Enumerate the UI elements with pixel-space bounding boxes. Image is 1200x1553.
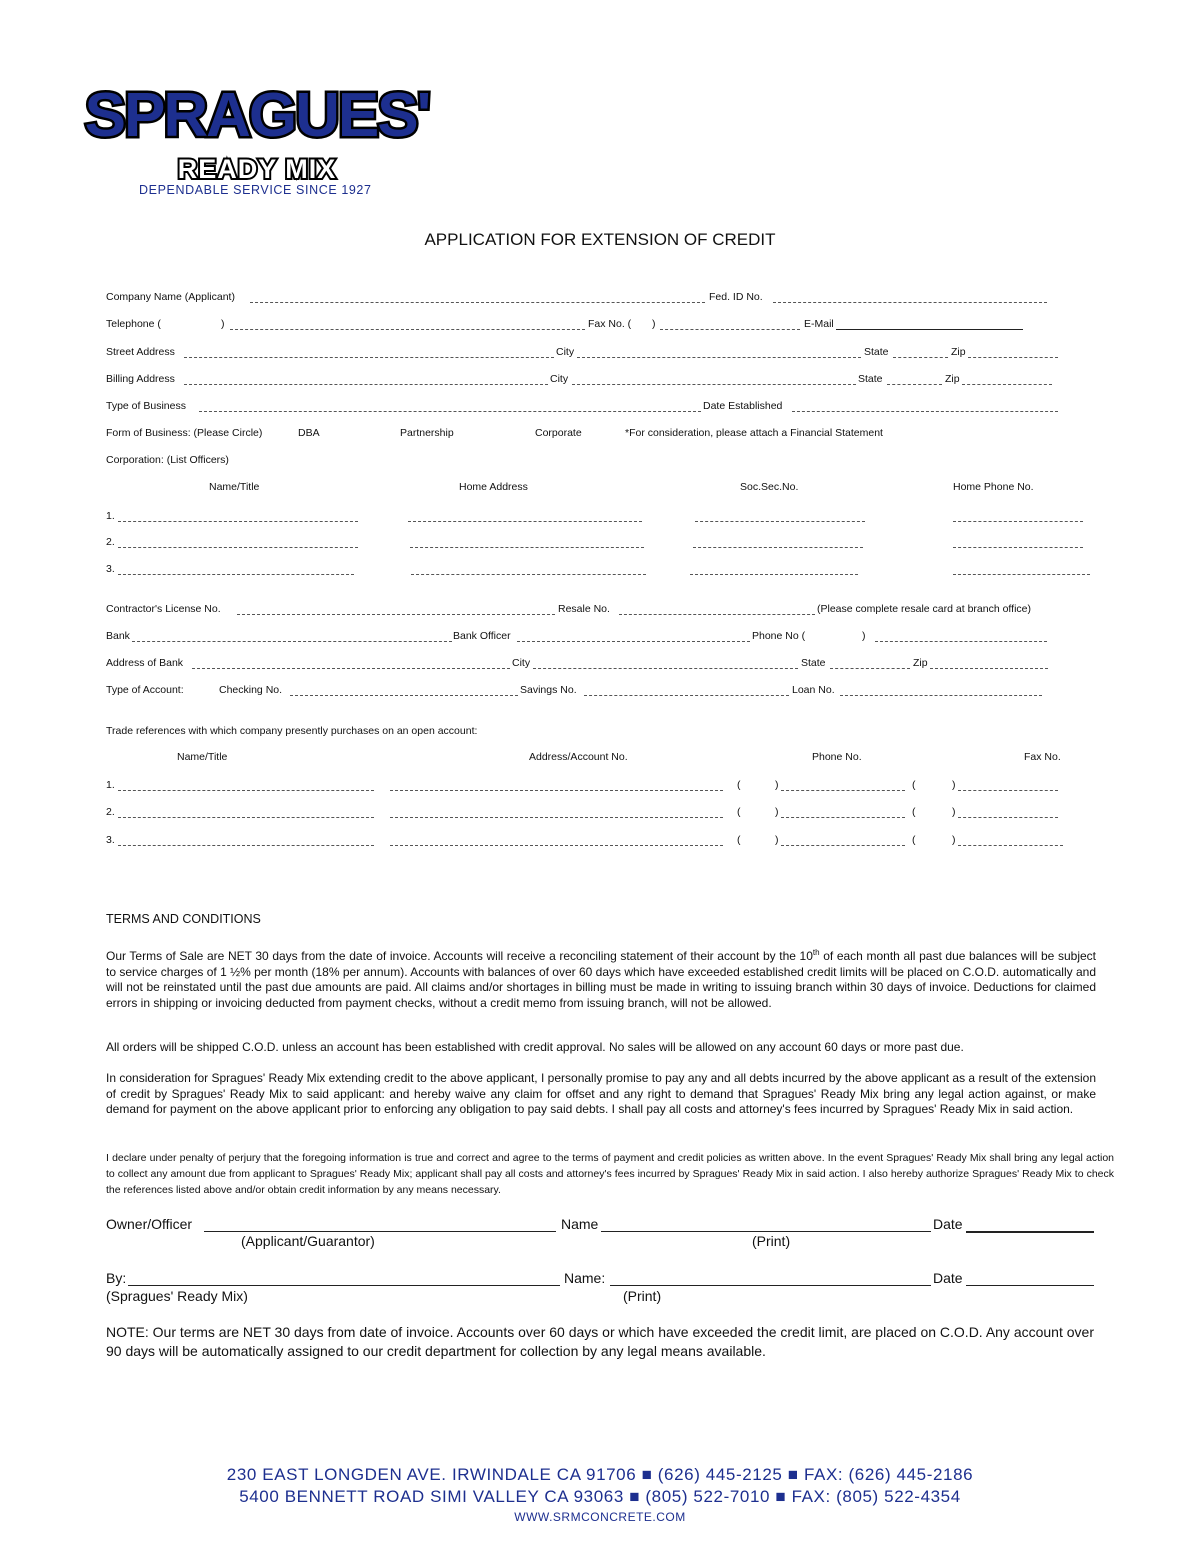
officer-row-number: 3. bbox=[106, 563, 115, 575]
option-dba[interactable]: DBA bbox=[298, 427, 320, 439]
trade-name-field[interactable] bbox=[118, 845, 374, 846]
terms-paragraph-4: I declare under penalty of perjury that the foregoing information is true and correct and agree to the terms of payment and credit policies as written above. In the event Spragues' Ready Mix shall bring any legal action to collect any amount due from applicant to Spragues' Ready Mix; applicant shall pay all costs and attorney's fees incurred by Spragues' Ready Mix in said action. I also hereby authorize Spragues' Ready Mix to check the references listed above and/or obtain credit information by any means necessary. bbox=[106, 1152, 1114, 1196]
note-text: NOTE: Our terms are NET 30 days from date of invoice. Accounts over 60 days or which have exceeded the credit limit, are placed on C.O.D. Any account over 90 days will be automatically assigned to our credit department for collection by any legal means available. bbox=[106, 1324, 1094, 1359]
label-savings: Savings No. bbox=[520, 684, 577, 696]
company-logo bbox=[84, 72, 430, 184]
field-billing-city[interactable] bbox=[572, 384, 856, 385]
field-email[interactable] bbox=[836, 329, 1023, 330]
label-zip: Zip bbox=[951, 346, 966, 358]
trade-phone-field[interactable] bbox=[781, 790, 905, 791]
field-bank-officer[interactable] bbox=[517, 641, 750, 642]
field-resale[interactable] bbox=[619, 614, 815, 615]
field-owner-signature[interactable] bbox=[204, 1231, 556, 1232]
page-title: APPLICATION FOR EXTENSION OF CREDIT bbox=[424, 230, 776, 249]
officer-phone-field[interactable] bbox=[953, 521, 1083, 522]
label-fax: Fax No. ( bbox=[588, 318, 632, 330]
field-bank[interactable] bbox=[132, 641, 452, 642]
label-print-2: (Print) bbox=[623, 1288, 662, 1304]
field-bank-state[interactable] bbox=[830, 668, 910, 669]
field-bank-city[interactable] bbox=[533, 668, 798, 669]
financial-statement-note: *For consideration, please attach a Financial Statement bbox=[625, 427, 883, 439]
officer-row-number: 2. bbox=[106, 536, 115, 548]
trade-phone-paren-open: ( bbox=[737, 806, 741, 818]
field-by-date[interactable] bbox=[966, 1285, 1094, 1286]
trade-row-number: 1. bbox=[106, 779, 115, 791]
terms-p1-b: of each month all past due balances will be subject to service charges of 1 ½% per month (18% per annum). Accounts with balances of over 60 days which have exceeded established credit limits will be placed on C.O.D. automatically and will not be reinstated until the past due amounts are paid. All claims and/or shortages in billing must be made in writing to issuing branch within 30 days of invoice. Deductions for claimed errors in shipping or invoicing deducted from payment checks, without a credit memo from issuing branch, will not be allowed. bbox=[106, 949, 1096, 1010]
field-telephone[interactable] bbox=[230, 329, 585, 330]
label-bank-address: Address of Bank bbox=[106, 657, 184, 669]
officer-header-name: Name/Title bbox=[209, 481, 260, 493]
label-bank-city: City bbox=[512, 657, 531, 669]
field-by-signature[interactable] bbox=[128, 1285, 560, 1286]
option-partnership[interactable]: Partnership bbox=[400, 427, 454, 439]
label-contractor-license: Contractor's License No. bbox=[106, 603, 221, 615]
footer-address-irwindale: 230 EAST LONGDEN AVE. IRWINDALE CA 91706 ■ (626) 445-2125 ■ FAX: (626) 445-2186 bbox=[226, 1465, 974, 1484]
resale-note: (Please complete resale card at branch office) bbox=[817, 603, 1031, 615]
trade-fax-paren-open: ( bbox=[912, 779, 916, 791]
officer-header-address: Home Address bbox=[459, 481, 528, 493]
trade-header-fax: Fax No. bbox=[1024, 751, 1061, 763]
officer-address-field[interactable] bbox=[411, 574, 646, 575]
label-checking: Checking No. bbox=[219, 684, 283, 696]
label-billing-zip: Zip bbox=[945, 373, 960, 385]
label-bank: Bank bbox=[106, 630, 130, 642]
trade-address-field[interactable] bbox=[390, 817, 723, 818]
telephone-paren: ) bbox=[221, 318, 225, 330]
label-account-type: Type of Account: bbox=[106, 684, 184, 696]
officer-phone-field[interactable] bbox=[953, 574, 1090, 575]
field-savings[interactable] bbox=[584, 695, 789, 696]
label-state: State bbox=[864, 346, 889, 358]
field-contractor-license[interactable] bbox=[237, 614, 555, 615]
trade-fax-paren-open: ( bbox=[912, 806, 916, 818]
trade-row-number: 2. bbox=[106, 806, 115, 818]
trade-header-phone: Phone No. bbox=[812, 751, 862, 763]
trade-phone-paren-close: ) bbox=[775, 779, 779, 791]
field-company-name[interactable] bbox=[250, 302, 705, 303]
trade-fax-field[interactable] bbox=[958, 790, 1058, 791]
officer-phone-field[interactable] bbox=[953, 547, 1083, 548]
fax-paren: ) bbox=[652, 318, 656, 330]
terms-p1-sup: th bbox=[812, 948, 820, 957]
officer-ssn-field[interactable] bbox=[693, 547, 863, 548]
label-bank-zip: Zip bbox=[913, 657, 928, 669]
logo-tagline: DEPENDABLE SERVICE SINCE 1927 bbox=[139, 183, 372, 197]
trade-fax-paren-close: ) bbox=[952, 806, 956, 818]
label-loan: Loan No. bbox=[792, 684, 835, 696]
field-fax[interactable] bbox=[660, 329, 800, 330]
label-by-date: Date bbox=[933, 1270, 963, 1286]
trade-name-field[interactable] bbox=[118, 817, 374, 818]
label-form-business: Form of Business: (Please Circle) bbox=[106, 427, 263, 439]
trade-phone-paren-close: ) bbox=[775, 806, 779, 818]
trade-address-field[interactable] bbox=[390, 845, 723, 846]
trade-intro: Trade references with which company presently purchases on an open account: bbox=[106, 725, 478, 737]
field-state[interactable] bbox=[893, 357, 948, 358]
trade-phone-paren-close: ) bbox=[775, 834, 779, 846]
label-corporation: Corporation: (List Officers) bbox=[106, 454, 229, 466]
label-resale: Resale No. bbox=[558, 603, 610, 615]
officer-address-field[interactable] bbox=[410, 547, 644, 548]
label-by-name: Name: bbox=[564, 1270, 606, 1286]
officer-address-field[interactable] bbox=[408, 521, 642, 522]
field-city[interactable] bbox=[577, 357, 861, 358]
label-telephone: Telephone ( bbox=[106, 318, 161, 330]
trade-fax-paren-close: ) bbox=[952, 779, 956, 791]
trade-address-field[interactable] bbox=[390, 790, 723, 791]
label-owner-officer: Owner/Officer bbox=[106, 1216, 193, 1232]
trade-header-address: Address/Account No. bbox=[529, 751, 628, 763]
officer-ssn-field[interactable] bbox=[695, 521, 865, 522]
label-billing-state: State bbox=[858, 373, 883, 385]
label-billing-city: City bbox=[550, 373, 569, 385]
label-print-1: (Print) bbox=[752, 1233, 791, 1249]
officer-name-field[interactable] bbox=[118, 521, 358, 522]
label-bank-state: State bbox=[801, 657, 826, 669]
label-street: Street Address bbox=[106, 346, 175, 358]
footer-address-simi-valley: 5400 BENNETT ROAD SIMI VALLEY CA 93063 ■ (805) 522-7010 ■ FAX: (805) 522-4354 bbox=[239, 1487, 961, 1506]
field-loan[interactable] bbox=[840, 695, 1042, 696]
trade-phone-paren-open: ( bbox=[737, 834, 741, 846]
trade-header-name: Name/Title bbox=[177, 751, 228, 763]
field-billing[interactable] bbox=[184, 384, 548, 385]
terms-paragraph-1 bbox=[106, 945, 1096, 1011]
label-bank-phone: Phone No ( bbox=[752, 630, 806, 642]
label-email: E-Mail bbox=[804, 318, 834, 330]
field-billing-zip[interactable] bbox=[962, 384, 1052, 385]
option-corporate[interactable]: Corporate bbox=[535, 427, 582, 439]
label-date-established: Date Established bbox=[703, 400, 783, 412]
label-type-business: Type of Business bbox=[106, 400, 186, 412]
label-company-name: Company Name (Applicant) bbox=[106, 291, 235, 303]
field-bank-phone[interactable] bbox=[875, 641, 1047, 642]
field-date-established[interactable] bbox=[792, 411, 1058, 412]
trade-phone-field[interactable] bbox=[781, 817, 905, 818]
terms-paragraph-2: All orders will be shipped C.O.D. unless an account has been established with credit approval. No sales will be allowed on any account 60 days or more past due. bbox=[106, 1040, 964, 1054]
label-fed-id: Fed. ID No. bbox=[709, 291, 763, 303]
logo-sub-text: READY MIX bbox=[177, 154, 337, 184]
logo-brand-text: SPRAGUES' bbox=[84, 81, 430, 150]
field-owner-date[interactable] bbox=[966, 1231, 1094, 1233]
officer-header-phone: Home Phone No. bbox=[953, 481, 1034, 493]
terms-p1-a: Our Terms of Sale are NET 30 days from the date of invoice. Accounts will receive a reconciling statement of their account by the 10 bbox=[106, 949, 813, 963]
field-bank-zip[interactable] bbox=[930, 668, 1048, 669]
label-city: City bbox=[556, 346, 575, 358]
trade-fax-field[interactable] bbox=[958, 845, 1063, 846]
trade-fax-paren-close: ) bbox=[952, 834, 956, 846]
field-street[interactable] bbox=[184, 357, 554, 358]
field-billing-state[interactable] bbox=[887, 384, 942, 385]
field-type-business[interactable] bbox=[199, 411, 701, 412]
trade-row-number: 3. bbox=[106, 834, 115, 846]
officer-ssn-field[interactable] bbox=[690, 574, 858, 575]
trade-phone-field[interactable] bbox=[781, 845, 905, 846]
trade-fax-field[interactable] bbox=[958, 817, 1058, 818]
label-applicant-guarantor: (Applicant/Guarantor) bbox=[241, 1233, 375, 1249]
field-bank-address[interactable] bbox=[192, 668, 510, 669]
label-bank-officer: Bank Officer bbox=[453, 630, 511, 642]
officer-name-field[interactable] bbox=[118, 547, 358, 548]
terms-heading: TERMS AND CONDITIONS bbox=[106, 912, 261, 926]
field-owner-name[interactable] bbox=[601, 1231, 931, 1232]
field-fed-id[interactable] bbox=[773, 302, 1047, 303]
field-checking[interactable] bbox=[290, 695, 518, 696]
field-by-name[interactable] bbox=[610, 1285, 931, 1286]
label-billing: Billing Address bbox=[106, 373, 175, 385]
field-zip[interactable] bbox=[968, 357, 1058, 358]
officer-header-ssn: Soc.Sec.No. bbox=[740, 481, 799, 493]
officer-row-number: 1. bbox=[106, 510, 115, 522]
trade-phone-paren-open: ( bbox=[737, 779, 741, 791]
trade-name-field[interactable] bbox=[118, 790, 374, 791]
terms-paragraph-3: In consideration for Spragues' Ready Mix extending credit to the above applicant, I personally promise to pay any and all debts incurred by the above applicant as a result of the extension of credit by Spragues' Ready Mix to said applicant: and hereby waive any claim for offset and any right to demand that Spragues' Ready Mix bring any legal action against, or make demand for payment on the above applicant prior to enforcing any obligation to pay said debts. I shall pay all costs and attorney's fees incurred by Spragues' Ready Mix in said action. bbox=[106, 1071, 1096, 1117]
footer-website-link[interactable]: WWW.SRMCONCRETE.COM bbox=[514, 1510, 686, 1524]
label-spragues-ready-mix: (Spragues' Ready Mix) bbox=[106, 1288, 248, 1304]
label-owner-date: Date bbox=[933, 1216, 963, 1232]
officer-name-field[interactable] bbox=[118, 574, 354, 575]
label-owner-name: Name bbox=[561, 1216, 599, 1232]
label-by: By: bbox=[106, 1270, 127, 1286]
bank-phone-paren: ) bbox=[862, 630, 866, 642]
trade-fax-paren-open: ( bbox=[912, 834, 916, 846]
